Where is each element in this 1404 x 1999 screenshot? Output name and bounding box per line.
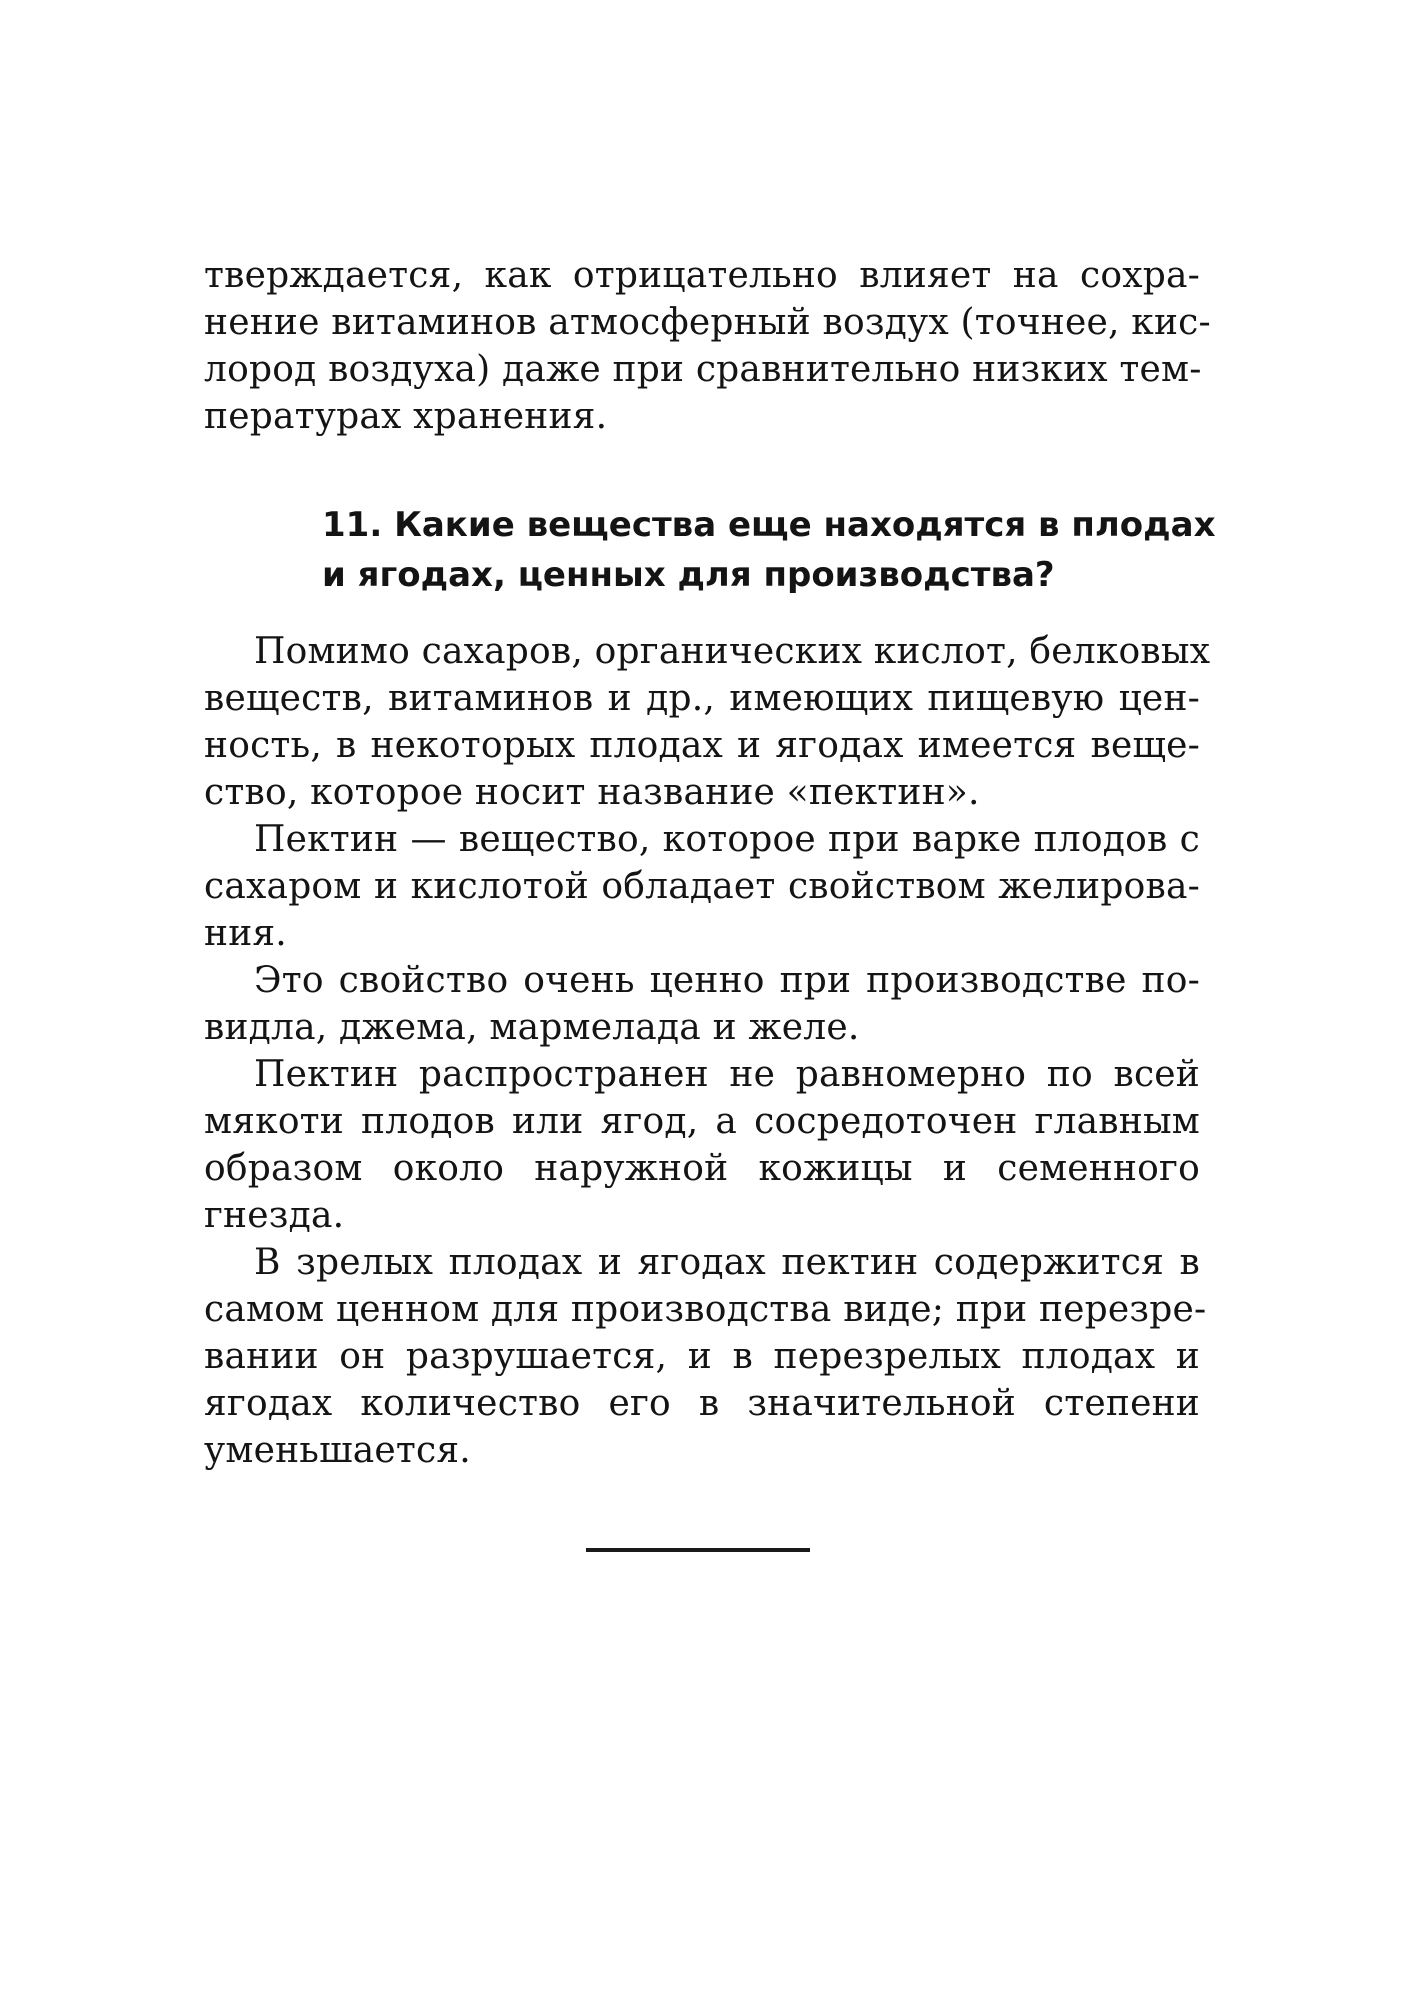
text-line: Помимо сахаров, органических кислот, белковых [254, 631, 1211, 672]
text-line: самом ценном для производства виде; при перезре- [204, 1289, 1207, 1330]
heading-line: и ягодах, ценных для производства? [322, 555, 1055, 595]
paragraph-pectin-definition [204, 816, 1200, 957]
text-line: Пектин — вещество, которое при варке плодов с [254, 819, 1200, 860]
text-line: ность, в некоторых плодах и ягодах имеется веще- [204, 725, 1200, 766]
paragraph-pectin-distribution [204, 1051, 1200, 1239]
text-line: видла, джема, мармелада и желе. [204, 1007, 860, 1048]
text-line: нение витаминов атмосферный воздух (точнее, кис- [204, 302, 1211, 343]
text-line: уменьшается. [204, 1430, 471, 1471]
section-heading [322, 500, 1216, 600]
text-line: образом около наружной кожицы и семенного [204, 1148, 1200, 1189]
text-line: Пектин распространен не равномерно по всей [254, 1054, 1200, 1095]
text-line: ния. [204, 913, 287, 954]
text-line: гнезда. [204, 1195, 345, 1236]
text-line: ягодах количество его в значительной степени [204, 1383, 1200, 1424]
end-of-section-rule [586, 1548, 810, 1552]
text-line: веществ, витаминов и др., имеющих пищевую цен- [204, 678, 1200, 719]
paragraph-pectin-intro [204, 628, 1211, 816]
text-line: тверждается, как отрицательно влияет на сохра- [204, 255, 1200, 296]
paragraph-pectin-ripeness [204, 1239, 1207, 1474]
text-line: сахаром и кислотой обладает свойством желирова- [204, 866, 1200, 907]
text-line: пературах хранения. [204, 396, 608, 437]
text-line: мякоти плодов или ягод, а сосредоточен главным [204, 1101, 1200, 1142]
paragraph-pectin-value [204, 957, 1200, 1051]
text-line: В зрелых плодах и ягодах пектин содержится в [254, 1242, 1200, 1283]
text-line: Это свойство очень ценно при производстве по- [254, 960, 1200, 1001]
text-line: лород воздуха) даже при сравнительно низких тем- [204, 349, 1202, 390]
text-line: вании он разрушается, и в перезрелых плодах и [204, 1336, 1200, 1377]
heading-line: 11. Какие вещества еще находятся в плодах [322, 505, 1216, 545]
text-line: ство, которое носит название «пектин». [204, 772, 980, 813]
intro-paragraph [204, 252, 1211, 440]
